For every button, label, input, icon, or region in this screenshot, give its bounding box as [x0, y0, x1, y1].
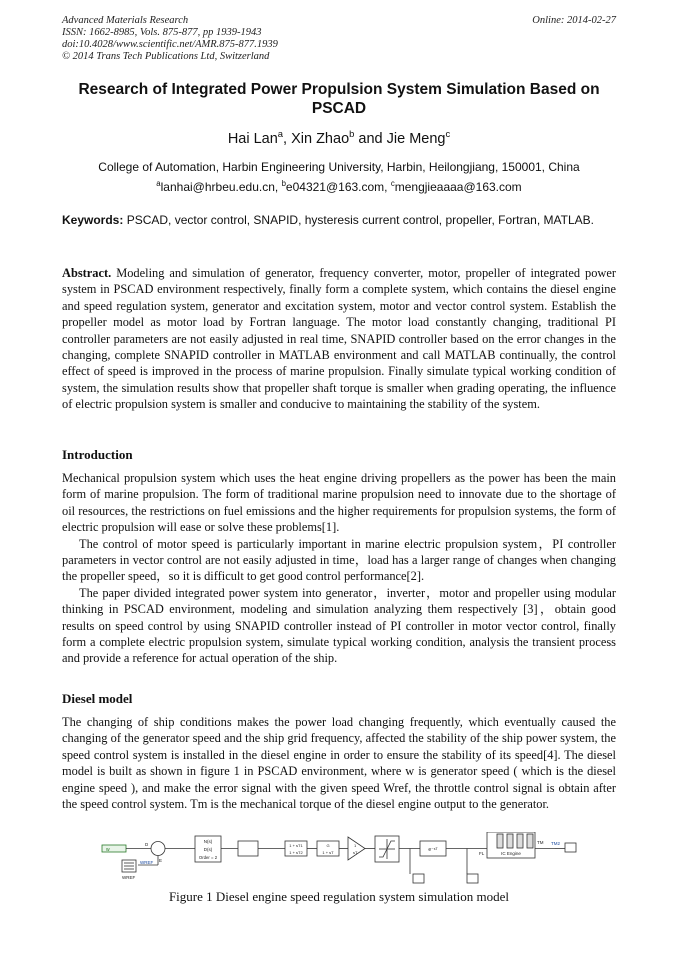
diesel-body: [62, 714, 616, 812]
keywords: [62, 213, 616, 228]
copyright: © 2014 Trans Tech Publications Ltd, Switzerland: [62, 51, 270, 62]
figure-caption: Figure 1 Diesel engine speed regulation system simulation model: [168, 889, 510, 904]
gain-block: [238, 841, 258, 856]
firstorder-den: 1 + sT: [322, 850, 334, 855]
author-affil-mark: a: [277, 128, 284, 140]
author-separator: ,: [283, 131, 292, 147]
label-tm2: TM2: [551, 841, 560, 846]
email-mark: b: [281, 179, 286, 188]
author-name: Xin Zhao: [291, 131, 350, 147]
author-name: Hai Lan: [227, 131, 278, 147]
authors: [62, 128, 616, 147]
author-name: Jie Meng: [386, 131, 446, 147]
section-heading-introduction: Introduction: [62, 447, 133, 462]
label-e: E: [159, 858, 163, 863]
label-wref: WREF: [122, 875, 136, 880]
summing-junction: [151, 842, 165, 856]
email[interactable]: mengjieaaaa@163.com: [394, 180, 522, 194]
label-d: D: [145, 842, 149, 847]
issn: ISSN: 1662-8985, Vols. 875-877, pp 1939-1943: [62, 27, 262, 38]
abstract-text: Modeling and simulation of generator, frequency converter, motor, propeller of integrated power system in PSCAD environment respectively, finally form a complete system, which contains the diesel engine and speed regulation system, generator and excitation system, motor and vector control system. Establish the propeller model as motor load by Fortran language. The motor load constantly changing, traditional PI controller parameters are not easily adjusted in real time, SNAPID controller based on the error changes in the changing, complete SNAPID controller in MATLAB environment and call MATLAB continually, the control effect of speed is improved in the process of marine propulsion. Finally simulate typical working condition of system, the simulation results show that propeller shaft torque is smaller when grading operating, the influence of electric propulsion system is smaller and conducive to maintaining the stability of the system.: [62, 266, 616, 412]
keywords-label: Keywords:: [62, 213, 124, 227]
affiliation: College of Automation, Harbin Engineering University, Harbin, Heilongjiang, 150001, China: [98, 160, 580, 174]
paragraph: The paper divided integrated power system into generator，inverter，motor and propeller using modular thinking in PSCAD environment, modeling and simulation analyzing them respectively [3]，obtain good results on speed control by using SNAPID controller instead of PI controller in motor vector control, finally form a complete electric propulsion system, simulate typical working condition, analysis the transient process and provide a reference for actual operation of the ship.: [62, 585, 616, 666]
abstract: [62, 265, 616, 413]
author-separator: and: [354, 131, 387, 147]
paragraph: The changing of ship conditions makes the power load changing frequently, which eventually caused the changing of the generator speed and the ship grid frequency, affected the stability of the ship power system, the speed control system is installed in the diesel engine in order to ensure the stability of its speed[4]. The diesel model is built as shown in figure 1 in PSCAD environment, where w is generator speed ( which is the diesel engine speed ), and make the error signal with the given speed Wref, the throttle control signal is obtain after the speed control system. Tm is the mechanical torque of the diesel engine output to the generator.: [62, 715, 616, 812]
section-heading-diesel-model: Diesel model: [62, 691, 133, 706]
delay-label: e⁻ˢᵀ: [428, 847, 438, 853]
label-wref-2: WREF: [140, 860, 154, 865]
integrator-num: 1: [354, 843, 357, 848]
emails: [62, 177, 616, 197]
paragraph: The control of motor speed is particularly important in marine electric propulsion system，PI controller parameters in vector control are not easily adjusted in time，load has a larger range of changes when changing the propeller speed，so it is difficult to get good control performance[2].: [62, 536, 616, 584]
firstorder-num: G: [326, 843, 330, 848]
order-block-order: Order = 2: [198, 855, 218, 860]
email-mark: c: [390, 179, 395, 188]
integrator-den: sT: [353, 850, 358, 855]
scope-icon: [413, 874, 424, 883]
paragraph: Mechanical propulsion system which uses the heat engine driving propellers as the power has been the main form of marine propulsion. The form of traditional marine propulsion need to innovate due to the shortage of oil resources, the restrictions on fuel emissions and the higher requirements for propulsion systems, the form of electric propulsion will ease or solve these problems[1].: [62, 471, 616, 535]
keywords-text: PSCAD, vector control, SNAPID, hysteresis current control, propeller, Fortran, MATLAB.: [123, 213, 594, 227]
email[interactable]: e04321@163.com,: [285, 180, 391, 194]
online-date: Online: 2014-02-27: [532, 15, 616, 26]
engine-label: IC Engine: [501, 851, 521, 856]
figure-1-diagram: [95, 832, 585, 888]
scope-icon: [565, 843, 576, 852]
running-header: [62, 15, 278, 63]
label-fl: FL: [479, 851, 485, 856]
leadlag-num: 1 + sT1: [289, 843, 303, 848]
paper-title: Research of Integrated Power Propulsion System Simulation Based on PSCAD: [78, 81, 600, 117]
leadlag-den: 1 + sT2: [289, 850, 303, 855]
affiliation-block: [62, 157, 616, 197]
order-block-num: N(s): [203, 839, 213, 844]
integrator-block: [348, 837, 365, 860]
label-w: w: [106, 847, 110, 853]
scope-icon: [467, 874, 478, 883]
label-tm: TM: [537, 840, 544, 845]
abstract-label: Abstract.: [62, 266, 112, 280]
email-mark: a: [156, 179, 161, 188]
journal-name: Advanced Materials Research: [62, 15, 189, 26]
order-block-den: D(s): [203, 847, 213, 852]
email[interactable]: lanhai@hrbeu.edu.cn,: [160, 180, 282, 194]
author-affil-mark: b: [349, 128, 355, 140]
introduction-body: [62, 470, 616, 667]
author-affil-mark: c: [445, 128, 451, 140]
doi: doi:10.4028/www.scientific.net/AMR.875-877.1939: [62, 39, 278, 50]
